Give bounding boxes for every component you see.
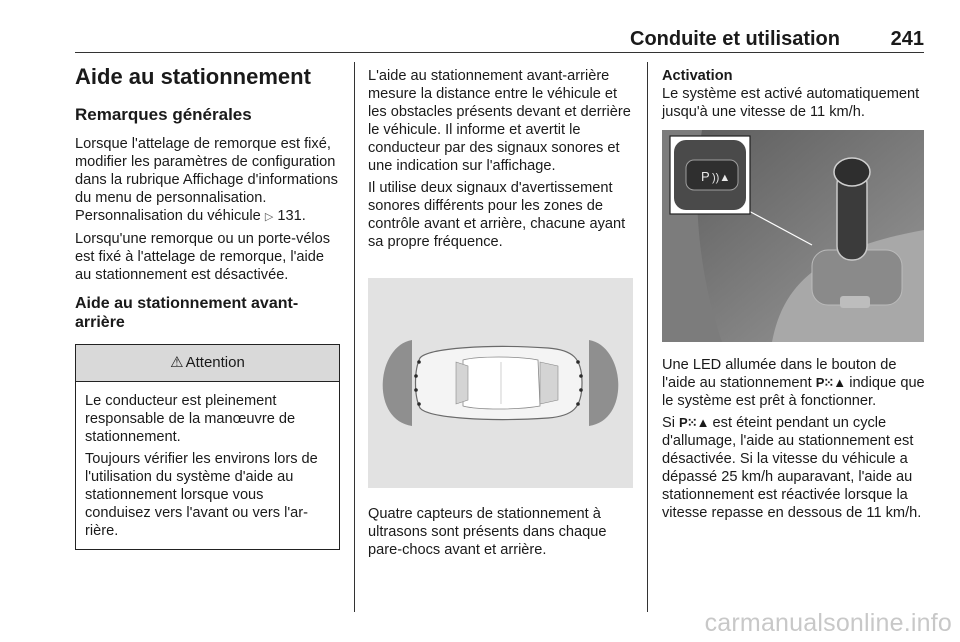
warning-text: Toujours vérifier les environs lors de l'utilisation du système d'aide au stationnement lorsque vous conduisez vers l'avant ou vers l'arrière. bbox=[85, 451, 318, 539]
paragraph: L'aide au stationnement avant-arrière mesure la distance entre le véhicule et les obstacles présents devant et derrière le véhicule. Il informe et avertit le conducteur par des signaux sonores et une indication sur l'affichage. bbox=[368, 68, 631, 174]
warning-heading: Attention bbox=[185, 354, 245, 371]
car-top-view bbox=[416, 346, 583, 419]
paragraph bbox=[75, 135, 340, 226]
column-3-text bbox=[662, 356, 927, 526]
parking-assist-icon: P⁙▲ bbox=[815, 375, 846, 390]
column-divider bbox=[647, 62, 648, 612]
page-reference[interactable]: 131. bbox=[277, 208, 306, 224]
paragraph-text: Lorsque l'attelage de remorque est fixé, modifier les paramètres de configuration dans la rubrique Affichage d'informations du menu de personnalisation. Personnalisation du véhicule bbox=[75, 136, 338, 224]
page-number: 241 bbox=[890, 28, 924, 50]
warning-box bbox=[75, 344, 340, 550]
running-header-title: Conduite et utilisation bbox=[630, 28, 840, 50]
paragraph-text: Si bbox=[662, 415, 675, 431]
warning-text: Le conducteur est pleinement responsable de la manœuvre de stationnement. bbox=[85, 393, 296, 445]
paragraph bbox=[662, 356, 927, 410]
column-divider bbox=[354, 62, 355, 612]
header-rule bbox=[75, 52, 924, 53]
paragraph-text: Une LED allumée dans le bouton de l'aide au stationnement bbox=[662, 357, 897, 391]
parking-assist-icon: P⁙▲ bbox=[679, 415, 709, 430]
subsection-title: Remarques générales bbox=[75, 105, 252, 124]
caption-text: Quatre capteurs de stationnement à ultrasons sont présents dans chaque pare-chocs avant et arrière. bbox=[368, 506, 607, 558]
column-1 bbox=[75, 64, 340, 550]
paragraph: Le système est activé automatiquement jusqu'à une vitesse de 11 km/h. bbox=[662, 86, 920, 120]
paragraph: Lorsqu'une remorque ou un porte-vélos est fixé à l'attelage de remorque, l'aide au stationnement est désactivée. bbox=[75, 231, 331, 283]
parking-sensors-illustration bbox=[368, 278, 633, 488]
warning-triangle-icon: ⚠ bbox=[170, 354, 184, 371]
activation-heading: Activation bbox=[662, 68, 733, 84]
watermark: carmanualsonline.info bbox=[704, 609, 952, 637]
svg-text:))▲: ))▲ bbox=[712, 172, 731, 184]
center-console-photo bbox=[662, 130, 924, 342]
paragraph bbox=[662, 414, 927, 522]
parking-assist-icon: P bbox=[701, 169, 710, 184]
paragraph-text: indique que le système est prêt à fonctionner. bbox=[662, 375, 925, 409]
column-2 bbox=[368, 67, 633, 255]
reference-arrow-icon: ▷ bbox=[264, 211, 274, 223]
column-3 bbox=[662, 67, 927, 125]
illustration-caption bbox=[368, 505, 633, 563]
subsection-title: Aide au stationnement avant-arrière bbox=[75, 295, 299, 331]
warning-header bbox=[76, 345, 339, 382]
paragraph-text: est éteint pendant un cycle d'allumage, l'aide au stationnement est désactivée. Si la vitesse du véhicule a dépassé 25 km/h auparavant, l'aide au stationnement est réactivée lorsque la vitesse repasse en dessous de 11 km/h. bbox=[662, 415, 922, 521]
paragraph: Il utilise deux signaux d'avertissement sonores différents pour les zones de contrôle avant et arrière, chacune ayant sa propre fréquence. bbox=[368, 180, 626, 250]
section-title: Aide au stationnement bbox=[75, 64, 311, 89]
warning-body bbox=[76, 382, 339, 550]
